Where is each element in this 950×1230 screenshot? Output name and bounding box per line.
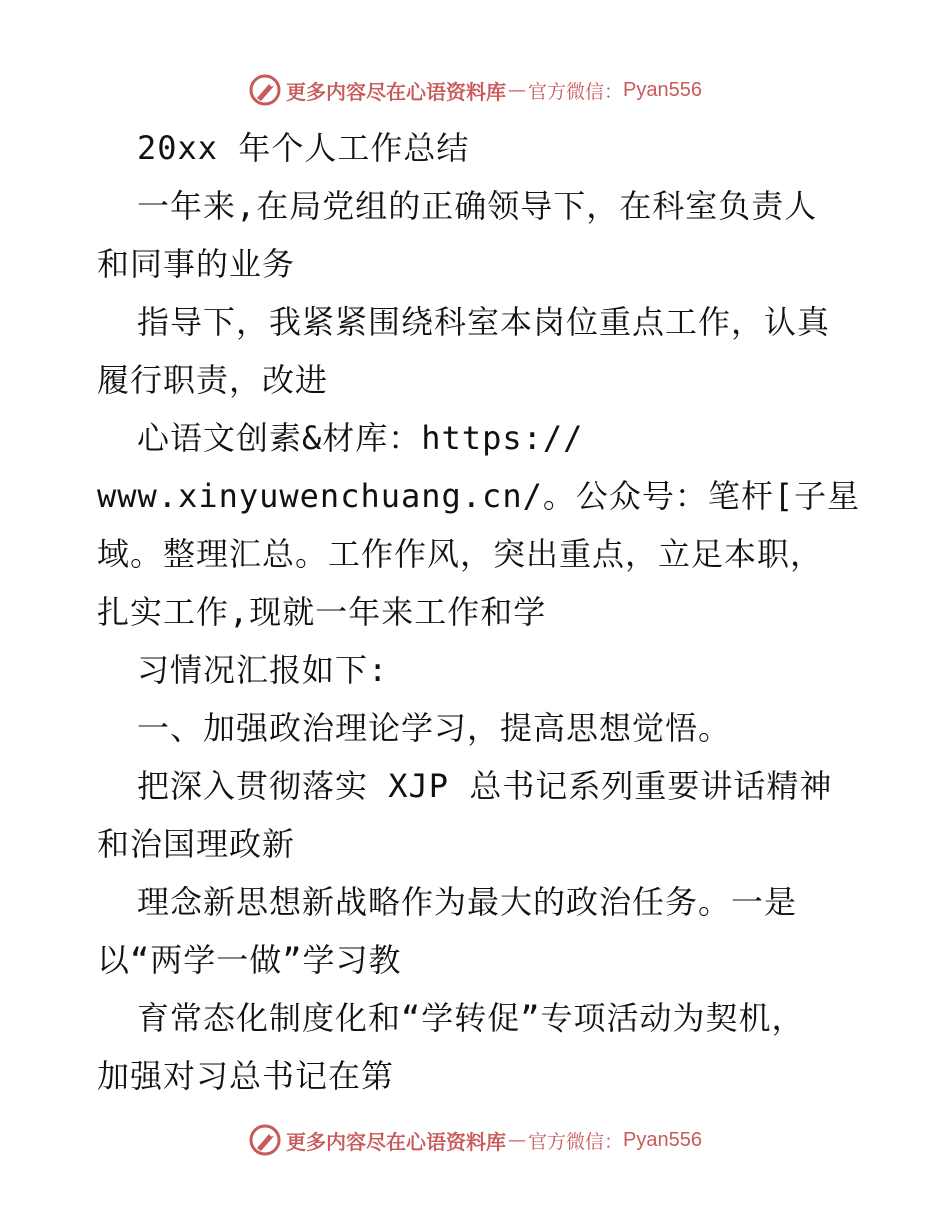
footer-brand-text: 更多内容尽在心语资料库: [286, 1129, 506, 1154]
doc-line: 一年来,在局党组的正确领导下，在科室负责人: [137, 187, 818, 225]
doc-section-heading: 一、加强政治理论学习，提高思想觉悟。: [137, 709, 732, 747]
footer-account: Pyan556: [623, 1128, 702, 1151]
doc-line: 把深入贯彻落实 XJP 总书记系列重要讲话精神: [137, 767, 833, 805]
pen-logo-icon: [248, 1123, 282, 1157]
doc-line: www.xinyuwenchuang.cn/。公众号：笔杆[子星: [97, 477, 861, 515]
footer-wechat-label: 官方微信：: [528, 1130, 624, 1153]
doc-line: 心语文创素&材库：https://: [137, 419, 584, 457]
header-dash: —: [508, 79, 526, 101]
header-wechat-label: 官方微信：: [528, 80, 624, 103]
doc-line: 域。整理汇总。工作作风，突出重点，立足本职，: [97, 535, 824, 573]
footer-dash: —: [508, 1129, 526, 1151]
doc-line: 加强对习总书记在第: [97, 1057, 395, 1095]
pen-logo-icon: [248, 73, 282, 107]
doc-line: 和同事的业务: [97, 245, 296, 283]
footer-banner: [0, 1120, 950, 1160]
header-banner: [0, 70, 950, 110]
doc-line: 指导下，我紧紧围绕科室本岗位重点工作，认真: [137, 303, 831, 341]
doc-line: 理念新思想新战略作为最大的政治任务。一是: [137, 883, 798, 921]
doc-line: 和治国理政新: [97, 825, 296, 863]
doc-line: 育常态化制度化和“学转促”专项活动为契机，: [137, 999, 805, 1037]
doc-line: 扎实工作,现就一年来工作和学: [97, 593, 547, 631]
doc-line: 履行职责，改进: [97, 361, 329, 399]
header-account: Pyan556: [623, 78, 702, 101]
doc-line: 习情况汇报如下:: [137, 651, 389, 689]
doc-line: 以“两学一做”学习教: [97, 941, 402, 979]
doc-title: 20xx 年个人工作总结: [137, 129, 470, 167]
header-brand-text: 更多内容尽在心语资料库: [286, 79, 506, 104]
